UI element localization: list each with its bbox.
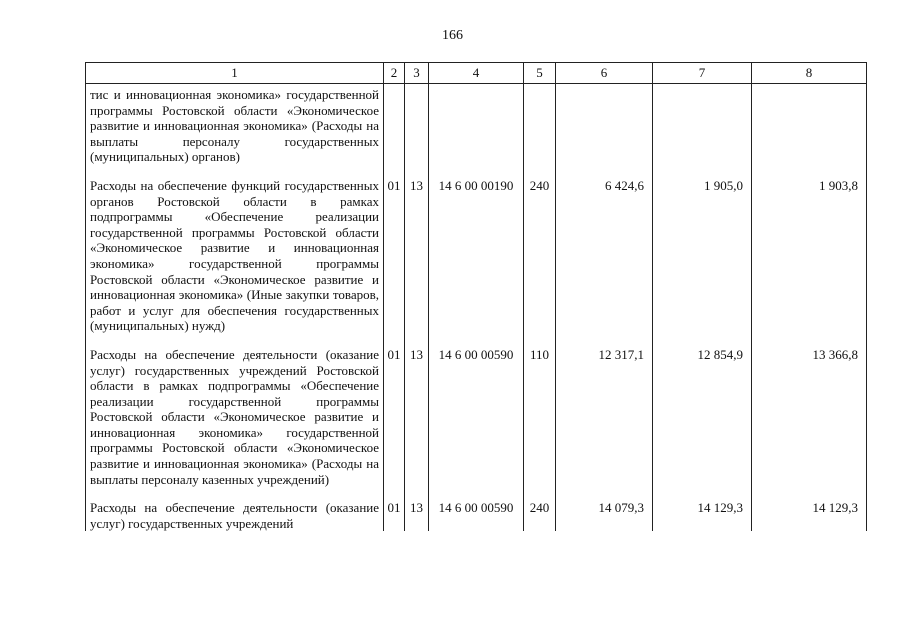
- cell-amount-2: 1 905,0: [653, 175, 752, 344]
- cell-subsection: 13: [405, 344, 429, 497]
- header-cell: 8: [752, 63, 867, 84]
- cell-amount-3: 13 366,8: [752, 344, 867, 497]
- cell-expense-type: 240: [524, 497, 556, 531]
- row-description: Расходы на обеспечение функций государственных органов Ростовской области в рамках подпрограммы «Обеспечение реализации государственной программы Ростовской области «Экономическое развитие и инновационная экономика» государственной программы Ростовской области «Экономическое развитие и инновационная экономика» (Иные закупки товаров, работ и услуг для обеспечения государственных (муниципальных) нужд): [86, 175, 384, 344]
- cell-amount-1: 14 079,3: [556, 497, 653, 531]
- cell-expense-type: 110: [524, 344, 556, 497]
- cell-section: 01: [384, 175, 405, 344]
- row-description: тис и инновационная экономика» государственной программы Ростовской области «Экономическое развитие и инновационная экономика» (Расходы на выплаты персоналу государственных (муниципальных) органов): [86, 84, 384, 175]
- header-cell: 2: [384, 63, 405, 84]
- table-row: [86, 175, 867, 344]
- table-row: [86, 344, 867, 497]
- table-row: [86, 84, 867, 175]
- cell-subsection: 13: [405, 497, 429, 531]
- cell-section: [384, 84, 405, 175]
- header-cell: 1: [86, 63, 384, 84]
- cell-amount-1: [556, 84, 653, 175]
- cell-target-code: 14 6 00 00190: [429, 175, 524, 344]
- cell-amount-1: 6 424,6: [556, 175, 653, 344]
- header-row: [86, 63, 867, 84]
- cell-amount-3: [752, 84, 867, 175]
- cell-target-code: 14 6 00 00590: [429, 497, 524, 531]
- cell-subsection: 13: [405, 175, 429, 344]
- cell-expense-type: [524, 84, 556, 175]
- cell-section: 01: [384, 497, 405, 531]
- cell-amount-3: 14 129,3: [752, 497, 867, 531]
- cell-amount-1: 12 317,1: [556, 344, 653, 497]
- cell-subsection: [405, 84, 429, 175]
- page-number: 166: [442, 28, 463, 43]
- cell-amount-3: 1 903,8: [752, 175, 867, 344]
- header-cell: 4: [429, 63, 524, 84]
- row-description: Расходы на обеспечение деятельности (оказание услуг) государственных учреждений Ростовской области в рамках подпрограммы «Обеспечение реализации государственной программы Ростовской области «Экономическое развитие и инновационная экономика» государственной программы Ростовской области «Экономическое развитие и инновационная экономика» (Расходы на выплаты персоналу казенных учреждений): [86, 344, 384, 497]
- header-cell: 7: [653, 63, 752, 84]
- budget-table: [85, 62, 867, 531]
- row-description: Расходы на обеспечение деятельности (оказание услуг) государственных учреждений: [86, 497, 384, 531]
- cell-amount-2: 14 129,3: [653, 497, 752, 531]
- header-cell: 6: [556, 63, 653, 84]
- cell-target-code: [429, 84, 524, 175]
- cell-section: 01: [384, 344, 405, 497]
- header-cell: 5: [524, 63, 556, 84]
- cell-amount-2: 12 854,9: [653, 344, 752, 497]
- header-cell: 3: [405, 63, 429, 84]
- cell-amount-2: [653, 84, 752, 175]
- table-row: [86, 497, 867, 531]
- cell-expense-type: 240: [524, 175, 556, 344]
- cell-target-code: 14 6 00 00590: [429, 344, 524, 497]
